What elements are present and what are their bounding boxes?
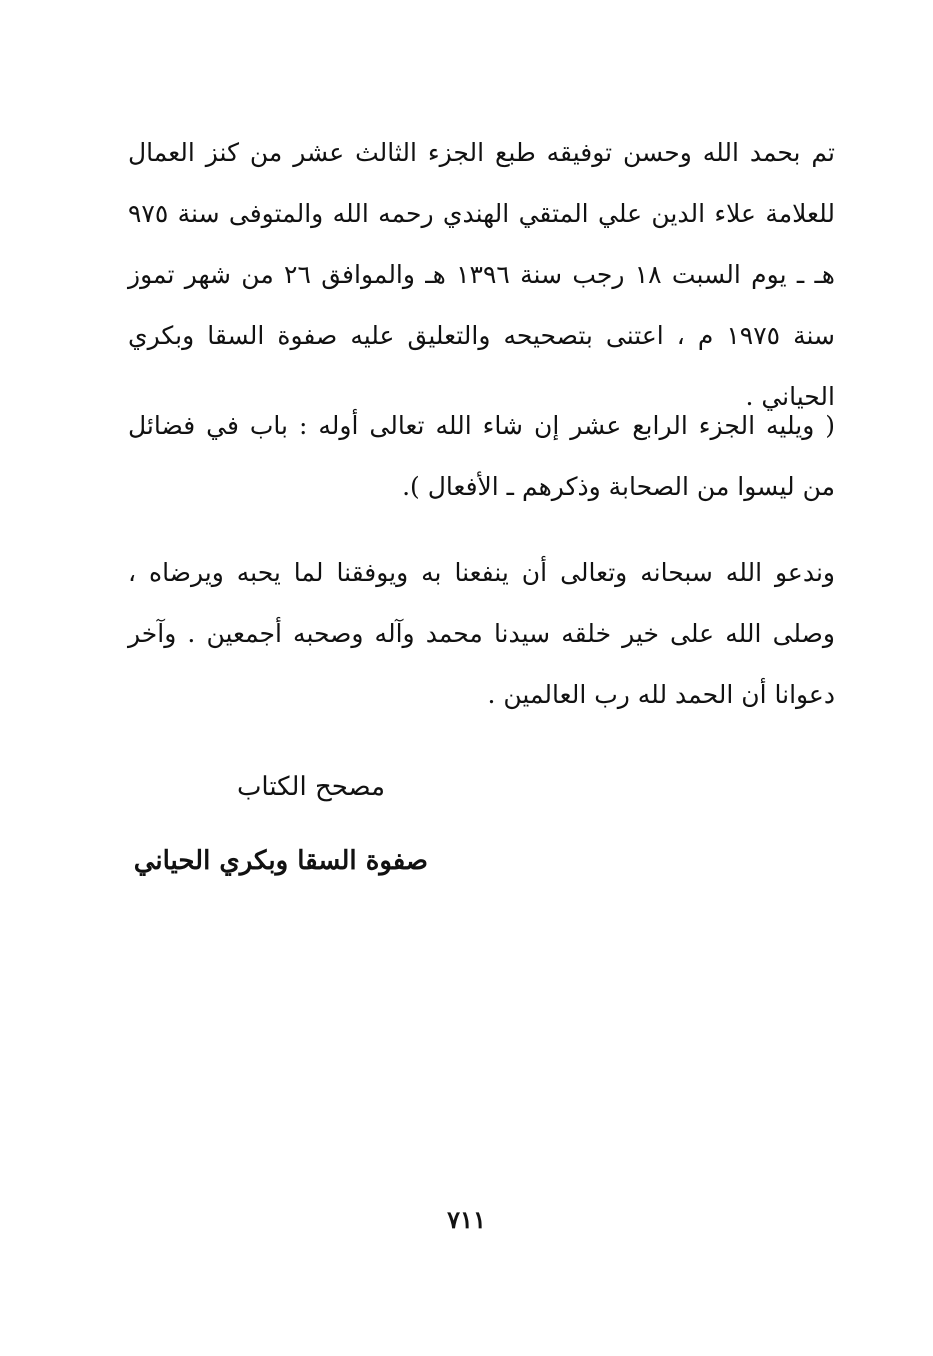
closing-paragraph-prayer: وندعو الله سبحانه وتعالى أن ينفعنا به ويوفقنا لما يحبه ويرضاه ، وصلى الله على خير خلقه سيدنا محمد وآله وصحبه أجمعين . وآخر دعوانا أن الحمد لله رب العالمين . xyxy=(128,558,835,709)
signature-names: صفوة السقا وبكري الحياني xyxy=(133,846,428,876)
closing-paragraph-next-volume: ( ويليه الجزء الرابع عشر إن شاء الله تعالى أوله : باب في فضائل من ليسوا من الصحابة وذكرهم ـ الأفعال ). xyxy=(128,411,835,501)
signature-title: مصحح الكتاب xyxy=(236,772,385,802)
page-number: ٧١١ xyxy=(447,1205,486,1234)
closing-paragraph-colophon: تم بحمد الله وحسن توفيقه طبع الجزء الثالث عشر من كنز العمال للعلامة علاء الدين علي المتقي الهندي رحمه الله والمتوفى سنة ٩٧٥ هـ ـ يوم السبت ١٨ رجب سنة ١٣٩٦ هـ والموافق ٢٦ من شهر تموز سنة ١٩٧٥ م ، اعتنى بتصحيحه والتعليق عليه صفوة السقا وبكري الحياني . xyxy=(128,138,835,411)
